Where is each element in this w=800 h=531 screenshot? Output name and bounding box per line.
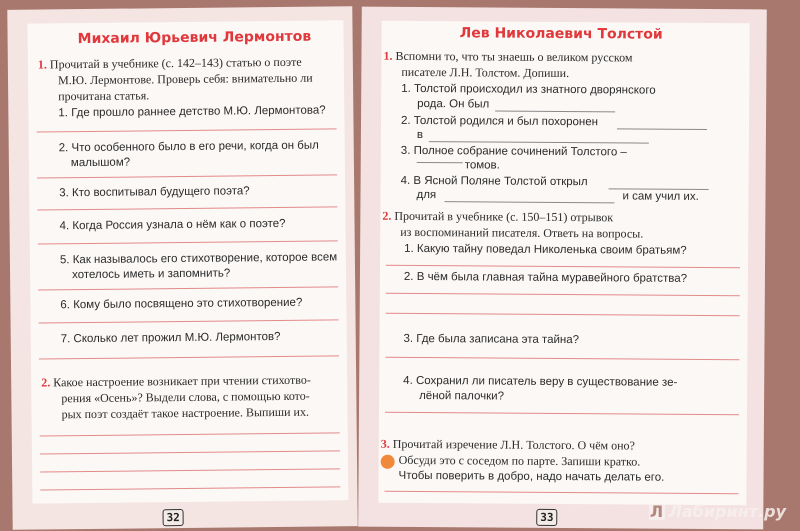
right-page [358,7,767,530]
right-task1-line1: 1. Вспомни то, что ты знаешь о великом русском [383,48,633,65]
fill-in-2-line1: 2. Толстой родился и был похоронен [400,114,599,129]
left-task2-line2: рения «Осень»? Выдели слова, с помощью кото- [61,388,310,406]
fill-in-4-line1: 4. В Ясной Поляне Толстой открыл [400,174,588,189]
left-page-title: Михаил Юрьевич Лермонтов [77,28,312,48]
left-question-2-line2: малышом? [70,156,131,170]
right-task1-line2: писателе Л.Н. Толстом. Допиши. [401,64,570,81]
right-question-4-line2: лёной палочки? [419,390,505,403]
right-question-2: 2. В чём была главная тайна муравейного братства? [403,270,688,285]
watermark [649,502,786,521]
fill-in-3-line1: 3. Полное собрание сочинений Толстого – [400,144,627,159]
watermark-text: Лабиринт.ру [668,502,786,521]
right-task1-number: 1. [383,48,393,63]
left-question-1: 1. Где прошло раннее детство М.Ю. Лермонтова? [58,104,326,120]
right-task3-line2: Обсуди это с соседом по парте. Запиши кратко. [398,452,641,469]
fill-in-4-line2: для [416,188,437,202]
left-question-7: 7. Сколько лет прожил М.Ю. Лермонтов? [60,330,281,346]
fill-in-1-line2: рода. Он был [417,97,490,111]
labirint-logo-icon: Л [649,502,664,521]
left-task2-number: 2. [41,375,51,390]
fill-in-4-line3: и сам учил их. [622,190,699,203]
right-task3-number: 3. [380,436,390,451]
right-task2-number: 2. [382,208,392,223]
left-task2-line1: 2. Какое настроение возникает при чтении стихотво- [41,372,311,390]
left-task1-line1: 1. Прочитай в учебнике (с. 142–143) статью о поэте [37,54,302,72]
pair-work-icon [381,455,395,469]
right-task3-line1: 3. Прочитай изречение Л.Н. Толстого. О чём оно? [380,436,635,453]
right-question-1: 1. Какую тайну поведал Николенька своим братьям? [404,242,687,257]
fill-in-2-line2: в [416,128,424,142]
right-page-number: 33 [536,509,557,526]
fill-in-3-line2: томов. [464,159,500,172]
tolstoy-quote: Чтобы поверить в добро, надо начать делать его. [398,469,665,484]
right-question-3: 3. Где была записана эта тайна? [403,332,580,347]
left-question-5-line2: хотелось иметь и запомнить? [72,267,231,282]
right-page-title: Лев Николаевич Толстой [459,25,663,43]
left-question-4: 4. Когда Россия узнала о нём как о поэте? [59,217,286,233]
left-question-6: 6. Кому было посвящено это стихотворение? [60,296,303,312]
left-task1-line2: М.Ю. Лермонтове. Проверь себя: внимательно ли [57,70,313,88]
fill-in-1-line1: 1. Толстой происходил из знатного дворянского [401,82,656,97]
left-task1-number: 1. [37,57,47,72]
left-question-3: 3. Кто воспитывал будущего поэта? [59,185,250,200]
left-question-5-line1: 5. Как называлось его стихотворение, которое всем [59,251,338,267]
right-question-4-line1: 4. Сохранил ли писатель веру в существование зе- [403,374,678,389]
left-page-number: 32 [163,509,184,526]
left-task2-line3: рых поэт создаёт такое настроение. Выпиши их. [61,404,309,422]
left-page [7,6,357,530]
left-question-2-line1: 2. Что особенного было в его речи, когда он был [58,139,319,155]
right-task2-line1: 2. Прочитай в учебнике (с. 150–151) отрывок [382,208,614,225]
left-task1-line3: прочитана статья. [58,88,150,104]
right-task2-line2: из воспоминаний писателя. Ответь на вопросы. [400,224,644,241]
